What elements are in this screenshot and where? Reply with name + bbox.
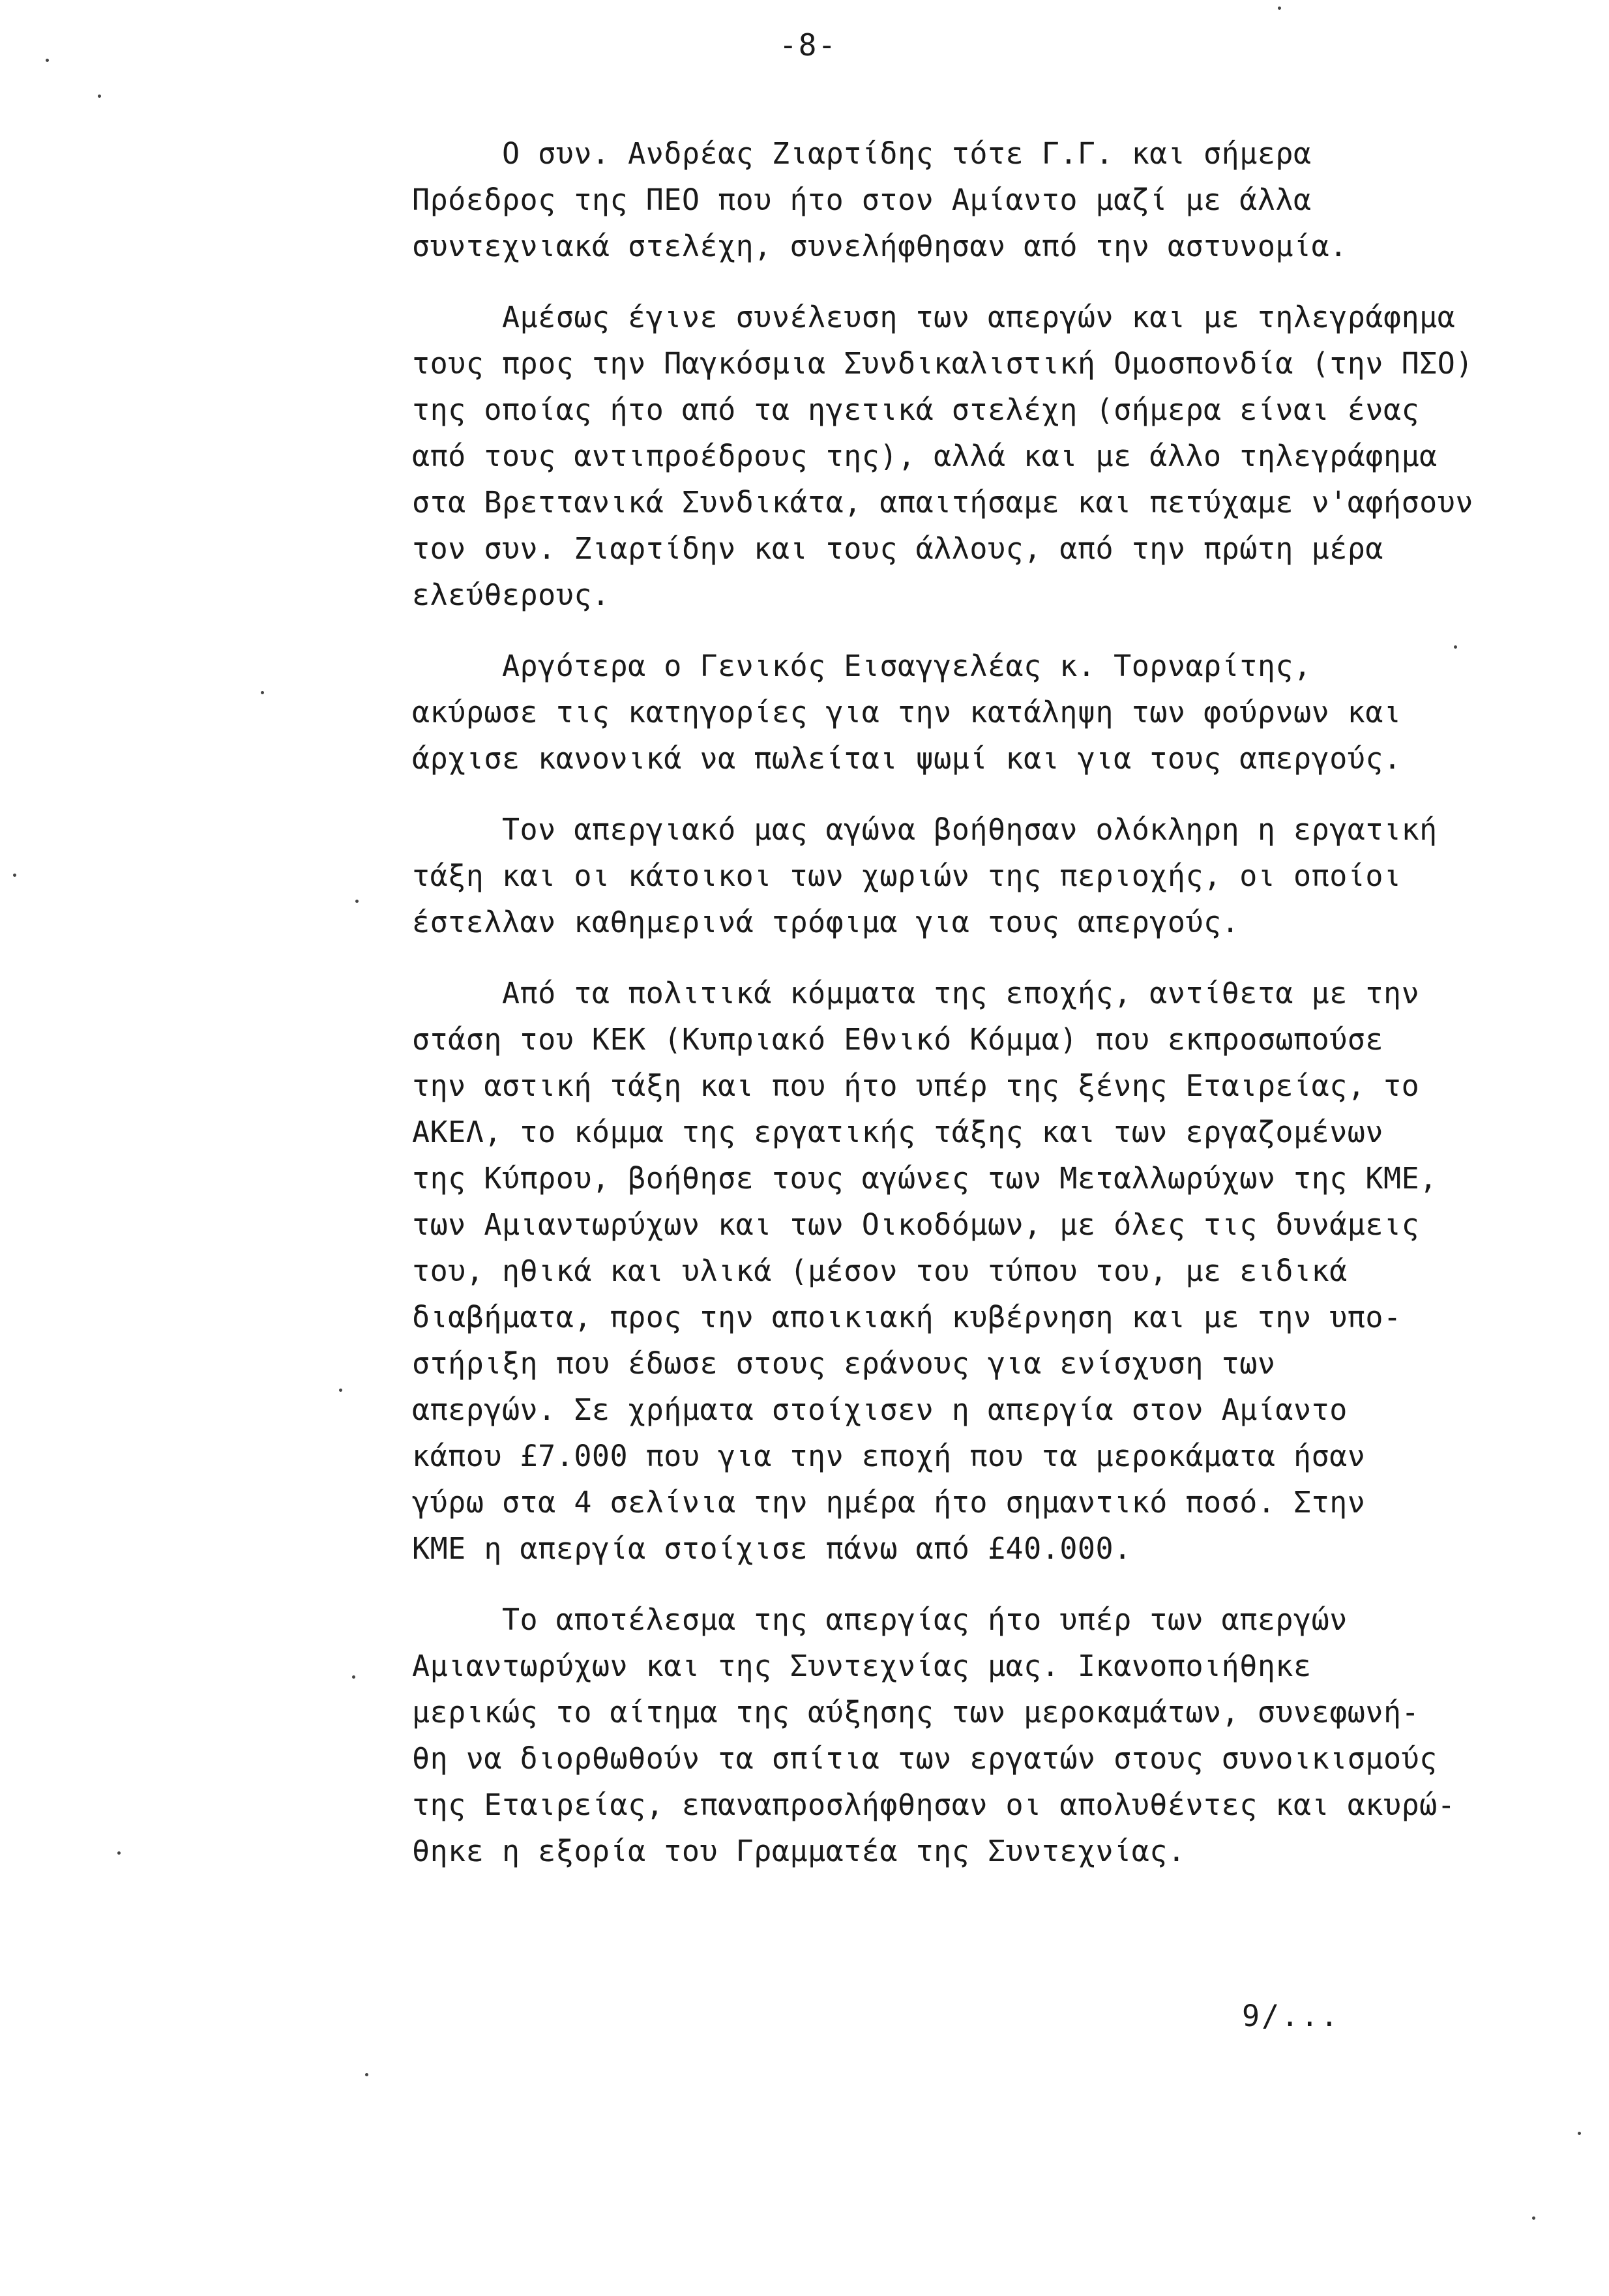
text-line: στα Βρεττανικά Συνδικάτα, απαιτήσαμε και πετύχαμε ν'αφήσουν <box>412 485 1473 520</box>
text-line: Από τα πολιτικά κόμματα της εποχής, αντίθετα με την <box>412 976 1420 1010</box>
text-line: θηκε η εξορία του Γραμματέα της Συντεχνίας. <box>412 1834 1186 1868</box>
text-line: ΚΜΕ η απεργία στοίχισε πάνω από £40.000. <box>412 1531 1132 1566</box>
text-line: τάξη και οι κάτοικοι των χωριών της περιοχής, οι οποίοι <box>412 859 1402 893</box>
paragraph <box>412 1597 1533 1874</box>
text-line: ελεύθερους. <box>412 578 610 612</box>
text-line: κάπου £7.000 που για την εποχή που τα μεροκάματα ήσαν <box>412 1439 1366 1473</box>
scan-speck <box>46 59 49 62</box>
text-line: στάση του ΚΕΚ (Κυπριακό Εθνικό Κόμμα) που εκπροσωπούσε <box>412 1022 1383 1057</box>
text-line: ΑΚΕΛ, το κόμμα της εργατικής τάξης και των εργαζομένων <box>412 1115 1383 1149</box>
text-line: Το αποτέλεσμα της απεργίας ήτο υπέρ των απεργών <box>412 1602 1348 1637</box>
text-line: στήριξη που έδωσε στους εράνους για ενίσχυση των <box>412 1346 1276 1381</box>
scan-speck <box>339 1389 342 1392</box>
scan-speck <box>13 874 16 877</box>
document-body <box>412 130 1533 1899</box>
text-line: θη να διορθωθούν τα σπίτια των εργατών στους συνοικισμούς <box>412 1741 1438 1776</box>
scan-speck <box>352 1675 355 1679</box>
text-line: Αμέσως έγινε συνέλευση των απεργών και με τηλεγράφημα <box>412 300 1456 334</box>
text-line: της Εταιρείας, επαναπροσλήφθησαν οι απολυθέντες και ακυρώ- <box>412 1788 1456 1822</box>
text-line: των Αμιαντωρύχων και των Οικοδόμων, με όλες τις δυνάμεις <box>412 1207 1420 1242</box>
text-line: Πρόεδρος της ΠΕΟ που ήτο στον Αμίαντο μαζί με άλλα <box>412 183 1312 217</box>
text-line: Αμιαντωρύχων και της Συντεχνίας μας. Ικανοποιήθηκε <box>412 1649 1312 1683</box>
text-line: Αργότερα ο Γενικός Εισαγγελέας κ. Τορναρίτης, <box>412 649 1312 683</box>
text-line: έστελλαν καθημερινά τρόφιμα για τους απεργούς. <box>412 905 1240 939</box>
text-line: του, ηθικά και υλικά (μέσον του τύπου του, με ειδικά <box>412 1254 1348 1288</box>
scan-speck <box>365 2073 368 2076</box>
continuation-marker: 9/... <box>1242 1999 1340 2033</box>
text-line: άρχισε κανονικά να πωλείται ψωμί και για τους απεργούς. <box>412 741 1402 776</box>
text-line: της Κύπρου, βοήθησε τους αγώνες των Μεταλλωρύχων της ΚΜΕ, <box>412 1161 1438 1196</box>
text-line: την αστική τάξη και που ήτο υπέρ της ξένης Εταιρείας, το <box>412 1068 1420 1103</box>
scan-speck <box>261 691 264 694</box>
text-line: της οποίας ήτο από τα ηγετικά στελέχη (σήμερα είναι ένας <box>412 392 1420 427</box>
text-line: μερικώς το αίτημα της αύξησης των μεροκαμάτων, συνεφωνή- <box>412 1695 1420 1729</box>
text-line: από τους αντιπροέδρους της), αλλά και με άλλο τηλεγράφημα <box>412 439 1438 473</box>
text-line: διαβήματα, προς την αποικιακή κυβέρνηση και με την υπο- <box>412 1300 1402 1334</box>
scan-speck <box>1532 2216 1535 2220</box>
page-number: -8- <box>779 27 838 63</box>
scan-speck <box>355 900 359 903</box>
paragraph <box>412 294 1533 618</box>
text-line: τον συν. Ζιαρτίδην και τους άλλους, από την πρώτη μέρα <box>412 531 1383 566</box>
paragraph <box>412 643 1533 782</box>
scan-speck <box>1278 7 1281 10</box>
text-line: απεργών. Σε χρήματα στοίχισεν η απεργία στον Αμίαντο <box>412 1392 1348 1427</box>
paragraph <box>412 806 1533 945</box>
paragraph <box>412 130 1533 269</box>
scan-speck <box>1454 645 1457 649</box>
scan-speck <box>1578 2132 1581 2135</box>
scan-speck <box>98 95 101 98</box>
text-line: γύρω στα 4 σελίνια την ημέρα ήτο σημαντικό ποσό. Στην <box>412 1485 1366 1520</box>
text-line: Τον απεργιακό μας αγώνα βοήθησαν ολόκληρη η εργατική <box>412 812 1438 847</box>
text-line: συντεχνιακά στελέχη, συνελήφθησαν από την αστυνομία. <box>412 229 1348 263</box>
paragraph <box>412 970 1533 1572</box>
text-line: Ο συν. Ανδρέας Ζιαρτίδης τότε Γ.Γ. και σήμερα <box>412 136 1312 171</box>
text-line: ακύρωσε τις κατηγορίες για την κατάληψη των φούρνων και <box>412 695 1402 729</box>
scan-speck <box>117 1851 121 1855</box>
text-line: τους προς την Παγκόσμια Συνδικαλιστική Ομοσπονδία (την ΠΣΟ) <box>412 346 1473 381</box>
